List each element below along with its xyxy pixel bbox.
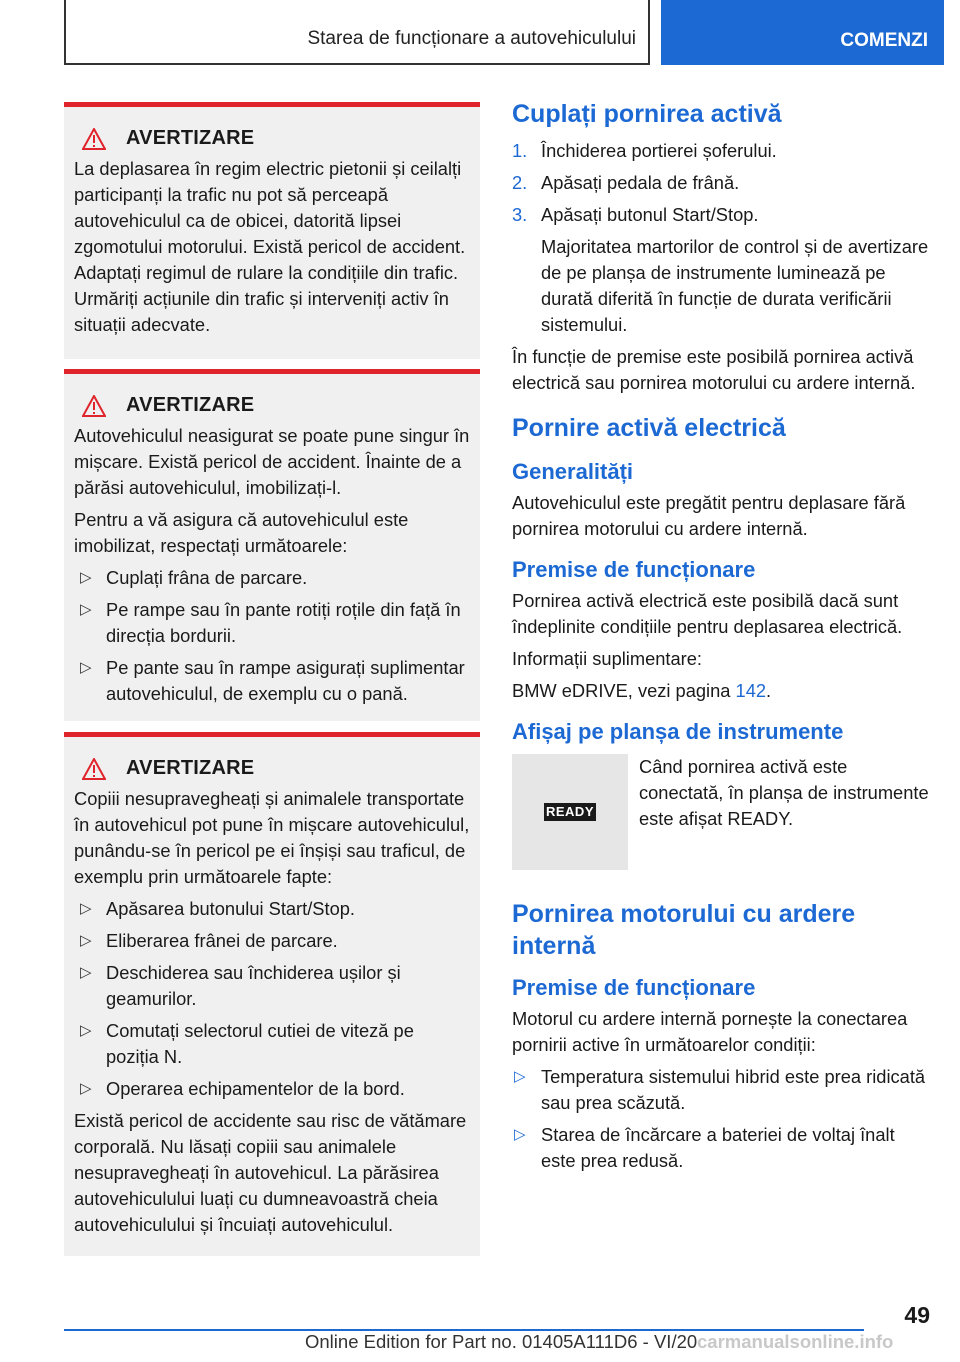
triangle-bullet-icon: ▷ [80,964,92,981]
ready-badge: READY [545,804,594,819]
warning-box-unsecured [64,369,480,721]
step-item: 2. Apăsați pedala de frână. [512,172,740,193]
triangle-bullet-icon: ▷ [514,1068,526,1085]
warning-icon [82,128,106,150]
list-item: ▷ Temperatura sistemului hibrid este prea ridicată sau prea scăzută. [514,1066,926,1113]
warning-icon [82,758,106,780]
subheading-general: Generalități [512,459,634,484]
triangle-bullet-icon: ▷ [80,932,92,949]
list-item: ▷ Eliberarea frânei de parcare. [74,928,470,954]
step-item: 1. Închiderea portierei șoferului. [512,140,777,161]
subheading-display: Afișaj pe planșa de instrumente [512,719,844,744]
triangle-bullet-icon: ▷ [80,601,92,618]
paragraph: În funcție de premise este posibilă pornirea activă electrică sau pornirea motorului cu ardere internă. [512,346,916,393]
list-item: ▷ Operarea echipamentelor de la bord. [74,1076,470,1102]
warning-icon [82,395,106,417]
warning-box-children [64,732,480,1256]
triangle-bullet-icon: ▷ [80,1022,92,1039]
list-item: ▷ Comutați selectorul cutiei de viteză pe poziția N. [80,1020,414,1067]
paragraph: Autovehiculul este pregătit pentru deplasare fără pornirea motorului cu ardere internă. [512,492,906,539]
triangle-bullet-icon: ▷ [80,569,92,586]
edition-text: Online Edition for Part no. 01405A111D6 - VI/20 [305,1331,698,1352]
warning-title: AVERTIZARE [126,757,255,779]
page-reference: BMW eDRIVE, vezi pagina 142. [512,680,772,701]
page-number: 49 [904,1302,930,1328]
subheading-requirements: Premise de funcționare [512,557,756,582]
triangle-bullet-icon: ▷ [514,1126,526,1143]
list-item: ▷ Deschiderea sau închiderea ușilor și geamurilor. [80,962,401,1009]
triangle-bullet-icon: ▷ [80,659,92,676]
warning-text: Autovehiculul neasigurat se poate pune singur în mișcare. Există pericol de accident. Înainte de a părăsi autovehiculul, imobilizați-l. [74,425,470,498]
list-item: ▷ Pe pante sau în rampe asigurați suplimentar autovehiculul, de exemplu cu o pană. [80,657,465,704]
paragraph: Informații suplimentare: [512,648,702,669]
step-item: 3. Apăsați butonul Start/Stop. [512,204,759,225]
warning-box-electric [64,102,480,359]
right-column [512,98,932,1180]
watermark: carmanualsonline.info [697,1331,894,1352]
subheading-requirements: Premise de funcționare [512,975,756,1000]
warning-text: Copiii nesupravegheați și animalele transportate în autovehicul pot pune în mișcare autovehiculul, punându-se în pericol pe ei înșiși sau traficul, de exemplu prin următoarele fapte: [74,788,470,887]
warning-title: AVERTIZARE [126,127,255,149]
warning-text: La deplasarea în regim electric pietonii și ceilalți participanți la trafic nu pot să perceapă autovehiculul ca de obicei, datorită lipsei zgomotului motorului. Există pericol de accident. Adaptați regimul de rulare la condițiile din trafic. Urmăriți acțiunile din trafic și interveniți activ în situații adecvate. [74,158,466,335]
tab-comenzi[interactable] [661,0,944,65]
tab-label: COMENZI [840,30,928,51]
list-item: ▷ Cuplați frâna de parcare. [74,565,470,591]
warning-title: AVERTIZARE [126,394,255,416]
triangle-bullet-icon: ▷ [80,900,92,917]
list-item: ▷ Apăsarea butonului Start/Stop. [74,896,470,922]
heading-combustion-start: Pornirea motorului cu ardere internă [512,900,856,960]
ready-figure [512,754,932,870]
paragraph: Motorul cu ardere internă pornește la conectarea pornirii active în următoarelor condiții: [512,1008,908,1055]
paragraph: Pornirea activă electrică este posibilă dacă sunt îndeplinite condițiile pentru deplasarea electrică. [512,590,903,637]
warning-closing: Există pericol de accidente sau risc de vătămare corporală. Nu lăsați copiii sau animalele nesupravegheați în autovehicul. La părăsirea autovehiculului luați cu dumneavoastră cheia autovehiculului și încuiați autovehiculul. [74,1110,467,1235]
header-bar [64,0,650,65]
warning-text: Pentru a vă asigura că autovehiculul este imobilizat, respectați următoarele: [74,509,409,556]
heading-electric-start: Pornire activă electrică [512,414,786,442]
ready-description: Când pornirea activă este conectată, în planșa de instrumente este afișat READY. [639,756,929,829]
heading-active-start: Cuplați pornirea activă [512,100,782,128]
ready-indicator-image [512,754,628,870]
section-title: Starea de funcționare a autovehiculului [307,28,636,49]
triangle-bullet-icon: ▷ [80,1080,92,1097]
step-note: Majoritatea martorilor de control și de avertizare de pe planșa de instrumente luminează pe durată diferită în funcție de durata verificării sistemului. [541,236,929,335]
page-link[interactable]: 142 [735,680,767,701]
list-item: ▷ Pe rampe sau în pante rotiți roțile din față în direcția bordurii. [80,599,461,646]
list-item: ▷ Starea de încărcare a bateriei de voltaj înalt este prea redusă. [514,1124,895,1171]
